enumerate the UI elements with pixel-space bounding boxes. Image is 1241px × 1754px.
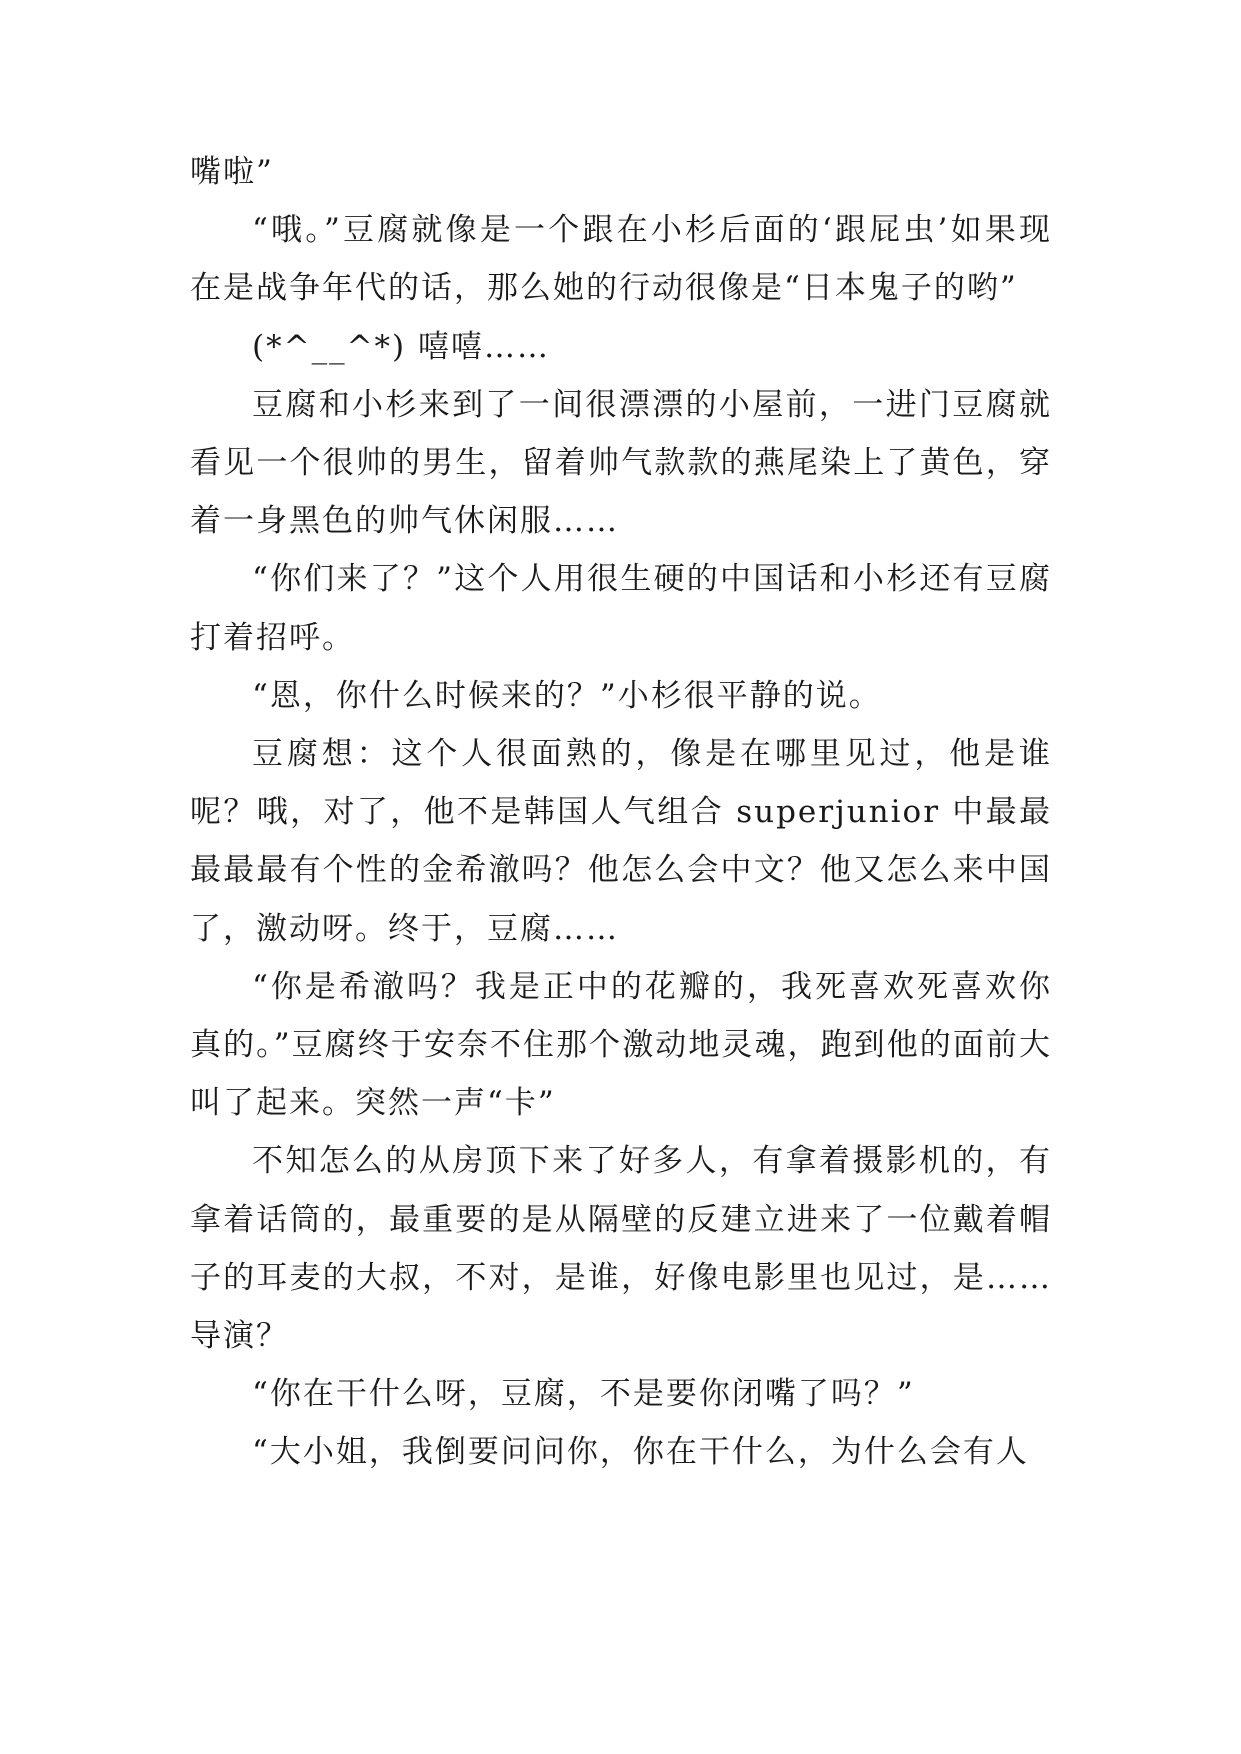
paragraph-5: “你们来了？”这个人用很生硬的中国话和小杉还有豆腐打着招呼。 [190, 561, 1052, 656]
paragraph-6: “恩，你什么时候来的？”小杉很平静的说。 [252, 677, 882, 714]
paragraph-10: “你在干什么呀，豆腐，不是要你闭嘴了吗？” [252, 1376, 915, 1413]
paragraph-7: 豆腐想：这个人很面熟的，像是在哪里见过，他是谁呢？哦，对了，他不是韩国人气组合 superjunior 中最最最最最有个性的金希澈吗？他怎么会中文？他又怎么来中国了，激动呀。终于，豆腐…… [190, 736, 1052, 947]
body-text [190, 143, 1052, 1482]
paragraph-3: (*^__^*) 嘻嘻…… [252, 328, 550, 365]
paragraph-11: “大小姐，我倒要问问你，你在干什么，为什么会有人 [252, 1434, 1029, 1471]
paragraph-1: 嘴啦” [190, 154, 274, 190]
paragraph-4: 豆腐和小杉来到了一间很漂漂的小屋前，一进门豆腐就看见一个很帅的男生，留着帅气款款的燕尾染上了黄色，穿着一身黑色的帅气休闲服…… [190, 386, 1052, 540]
paragraph-2: “哦。”豆腐就像是一个跟在小杉后面的‘跟屁虫’如果现在是战争年代的话，那么她的行动很像是“日本鬼子的哟” [190, 212, 1052, 307]
paragraph-8: “你是希澈吗？我是正中的花瓣的，我死喜欢死喜欢你真的。”豆腐终于安奈不住那个激动地灵魂，跑到他的面前大叫了起来。突然一声“卡” [190, 968, 1052, 1122]
paragraph-9: 不知怎么的从房顶下来了好多人，有拿着摄影机的，有拿着话筒的，最重要的是从隔壁的反建立进来了一位戴着帽子的耳麦的大叔，不对，是谁，好像电影里也见过，是……导演？ [190, 1143, 1052, 1355]
